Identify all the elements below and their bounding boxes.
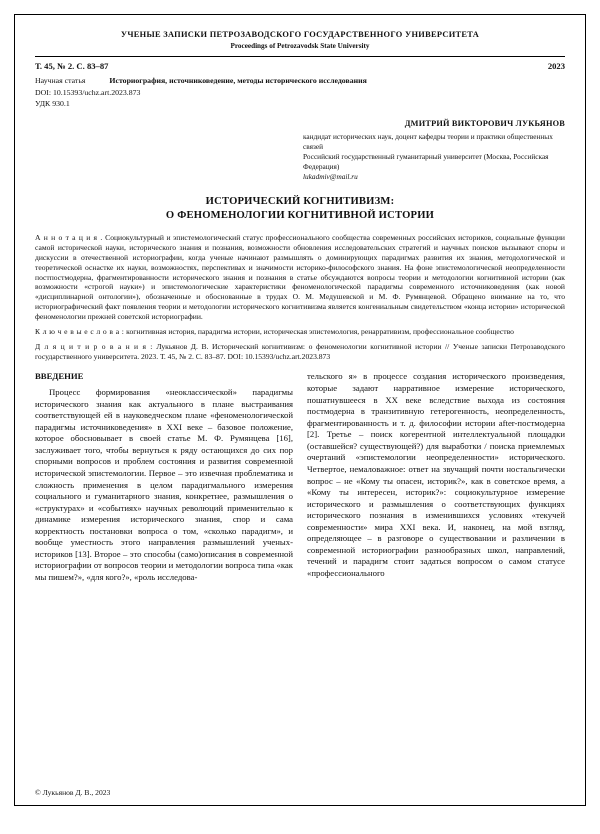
footer-copyright: © Лукьянов Д. В., 2023 [35,788,111,797]
journal-title: УЧЕНЫЕ ЗАПИСКИ ПЕТРОЗАВОДСКОГО ГОСУДАРСТВЕННОГО УНИВЕРСИТЕТА [120,30,480,39]
journal-subtitle: Proceedings of Petrozavodsk State University [230,41,370,50]
udk-line: УДК 930.1 [35,99,70,109]
abstract [35,233,565,322]
author-email: lukadmiv@mail.ru [303,172,358,182]
keywords-text: когнитивная история, парадигма истории, историческая эпистемология, ренарративизм, профессиональное сообщество [124,326,514,336]
article-title-line2: О ФЕНОМЕНОЛОГИИ КОГНИТИВНОЙ ИСТОРИИ [165,209,435,221]
article-title [35,195,565,224]
article-meta [35,75,565,110]
left-column [35,371,293,583]
article-type-line [35,75,565,87]
abstract-text: Социокультурный и эпистемологический статус профессионального сообщества современных российских историков, социальные функции самой исторической науки, исторического знания и познания, возможности обновления исследовательских стратегий и научных поисков вызывают споры и дискуссии в отечественной историографии, когда ученые начинают размышлять о доминирующих парадигмах развития их знания, методологической и теоретической оснастке их науки, возможностях, перспективах и значимости историко-философского знания. На фоне эпистемологической неопределенности постпостмодерна, фрагментированности исторического знания и познания в статье обсуждаются вопросы теории и методологии когнитивной истории (как возможности «строгой науки») и эпистемологические характеристики феноменологической парадигмы современного источниковедения (как новой «дисциплинарной онтологии»), обозначенные и обоснованные в трудах О. М. Медушевской и М. Ф. Румянцевой. Обращено внимание на то, что историографический факт появления теории и методологии исторического когнитивизма является конгениальным свидетельством «конца истории» исторической феноменологии прежней советской историографии. [35,233,565,321]
body-columns [35,371,565,583]
citation [35,342,565,362]
author-block [303,118,565,183]
journal-header [35,29,565,51]
author-position: кандидат исторических наук, доцент кафедры теории и практики общественных связей [303,131,553,151]
citation-label: Д л я ц и т и р о в а н и я : [35,341,153,351]
keywords-label: К л ю ч е в ы е с л о в а : [35,326,125,336]
header-divider [35,56,565,57]
article-type: Научная статья [35,75,86,85]
author-name: ДМИТРИЙ ВИКТОРОВИЧ ЛУКЬЯНОВ [404,118,565,128]
paper-page [14,14,586,806]
author-affiliation: Российский государственный гуманитарный университет (Москва, Российская Федерация) [303,151,549,172]
article-category: Историография, источниковедение, методы исторического исследования [109,75,367,85]
volume-pages: Т. 45, № 2. С. 83–87 [35,60,109,71]
keywords [35,327,565,337]
intro-heading: ВВЕДЕНИЕ [35,371,84,382]
right-column [307,371,565,583]
abstract-label: А н н о т а ц и я . [35,233,103,243]
citation-text: Лукьянов Д. В. Исторический когнитивизм: о феноменологии когнитивной истории // Ученые записки Петрозаводского государственного университета. 2023. Т. 45, № 2. С. 83–87. DOI: 10.15393/uchz.art.2023.873 [35,341,565,361]
issue-line [35,61,565,71]
doi-line: DOI: 10.15393/uchz.art.2023.873 [35,87,141,97]
article-title-line1: ИСТОРИЧЕСКИЙ КОГНИТИВИЗМ: [205,195,395,207]
left-column-text: Процесс формирования «неоклассической» парадигмы исторического знания как актуального в плане выстраивания соответствующей ей в науковедческом плане «феноменологической парадигмы источниковедения» в XXI веке – базовое положение, которое обосновывает в своей статье М. Ф. Румянцева [16], заслуживает того, чтобы вернуться к ряду остающихся до сих пор спорными вопросов и проблем состояния и развития современной исторической эпистемологии. Первое – это извечная проблематика и сложность применения в целом парадигмального измерения социального и гуманитарного знания, конкретнее, размышления о «структурах» и «событиях» научных революций применительно к динамике измерения исторического знания, спор и сама корректность постановки вопроса о том, «сколько парадигм», и вообще уместность этого направления размышлений ученых-историков [13]. Второе – это способы (само)описания в современной историографии от вопросов теории и методологии вопроса типа «как мы пишем?», «для кого?», «роль исследова- [35,387,293,582]
issue-year: 2023 [547,60,565,71]
right-column-text: тельского я» в процессе создания исторического произведения, которые задают нарративное измерение исторического, пошатнувшееся в XX веке вследствие выхода из состояния постмодерна в транзитивную гетерогенность, неопределенность, фрагментированность и т. д. философии истории after-постмодерна [2]. Третье – поиск когерентной интеллектуальной площадки (оставшейся? существующей?) для выработки / поиска приемлемых очертаний «эпистемологии неопределенности» исторического. Четвертое, немаловажное: ответ на звучащий почти ностальгически вопрос – не «Кому ты опасен, историк?», как в советское время, а «Кому ты интересен, историк?»: социокультурное измерение исторического и размышления о соответствующих функциях исторического познания в изменившихся условиях «текучей современности» мира XXI века. И, наконец, на мой взгляд, определяющее – в разговоре о существовании и различении в современной историографии разнообразных школ, направлений, течений и парадигм стоит задаться вопросом о самом статусе «профессионального [307,371,565,578]
